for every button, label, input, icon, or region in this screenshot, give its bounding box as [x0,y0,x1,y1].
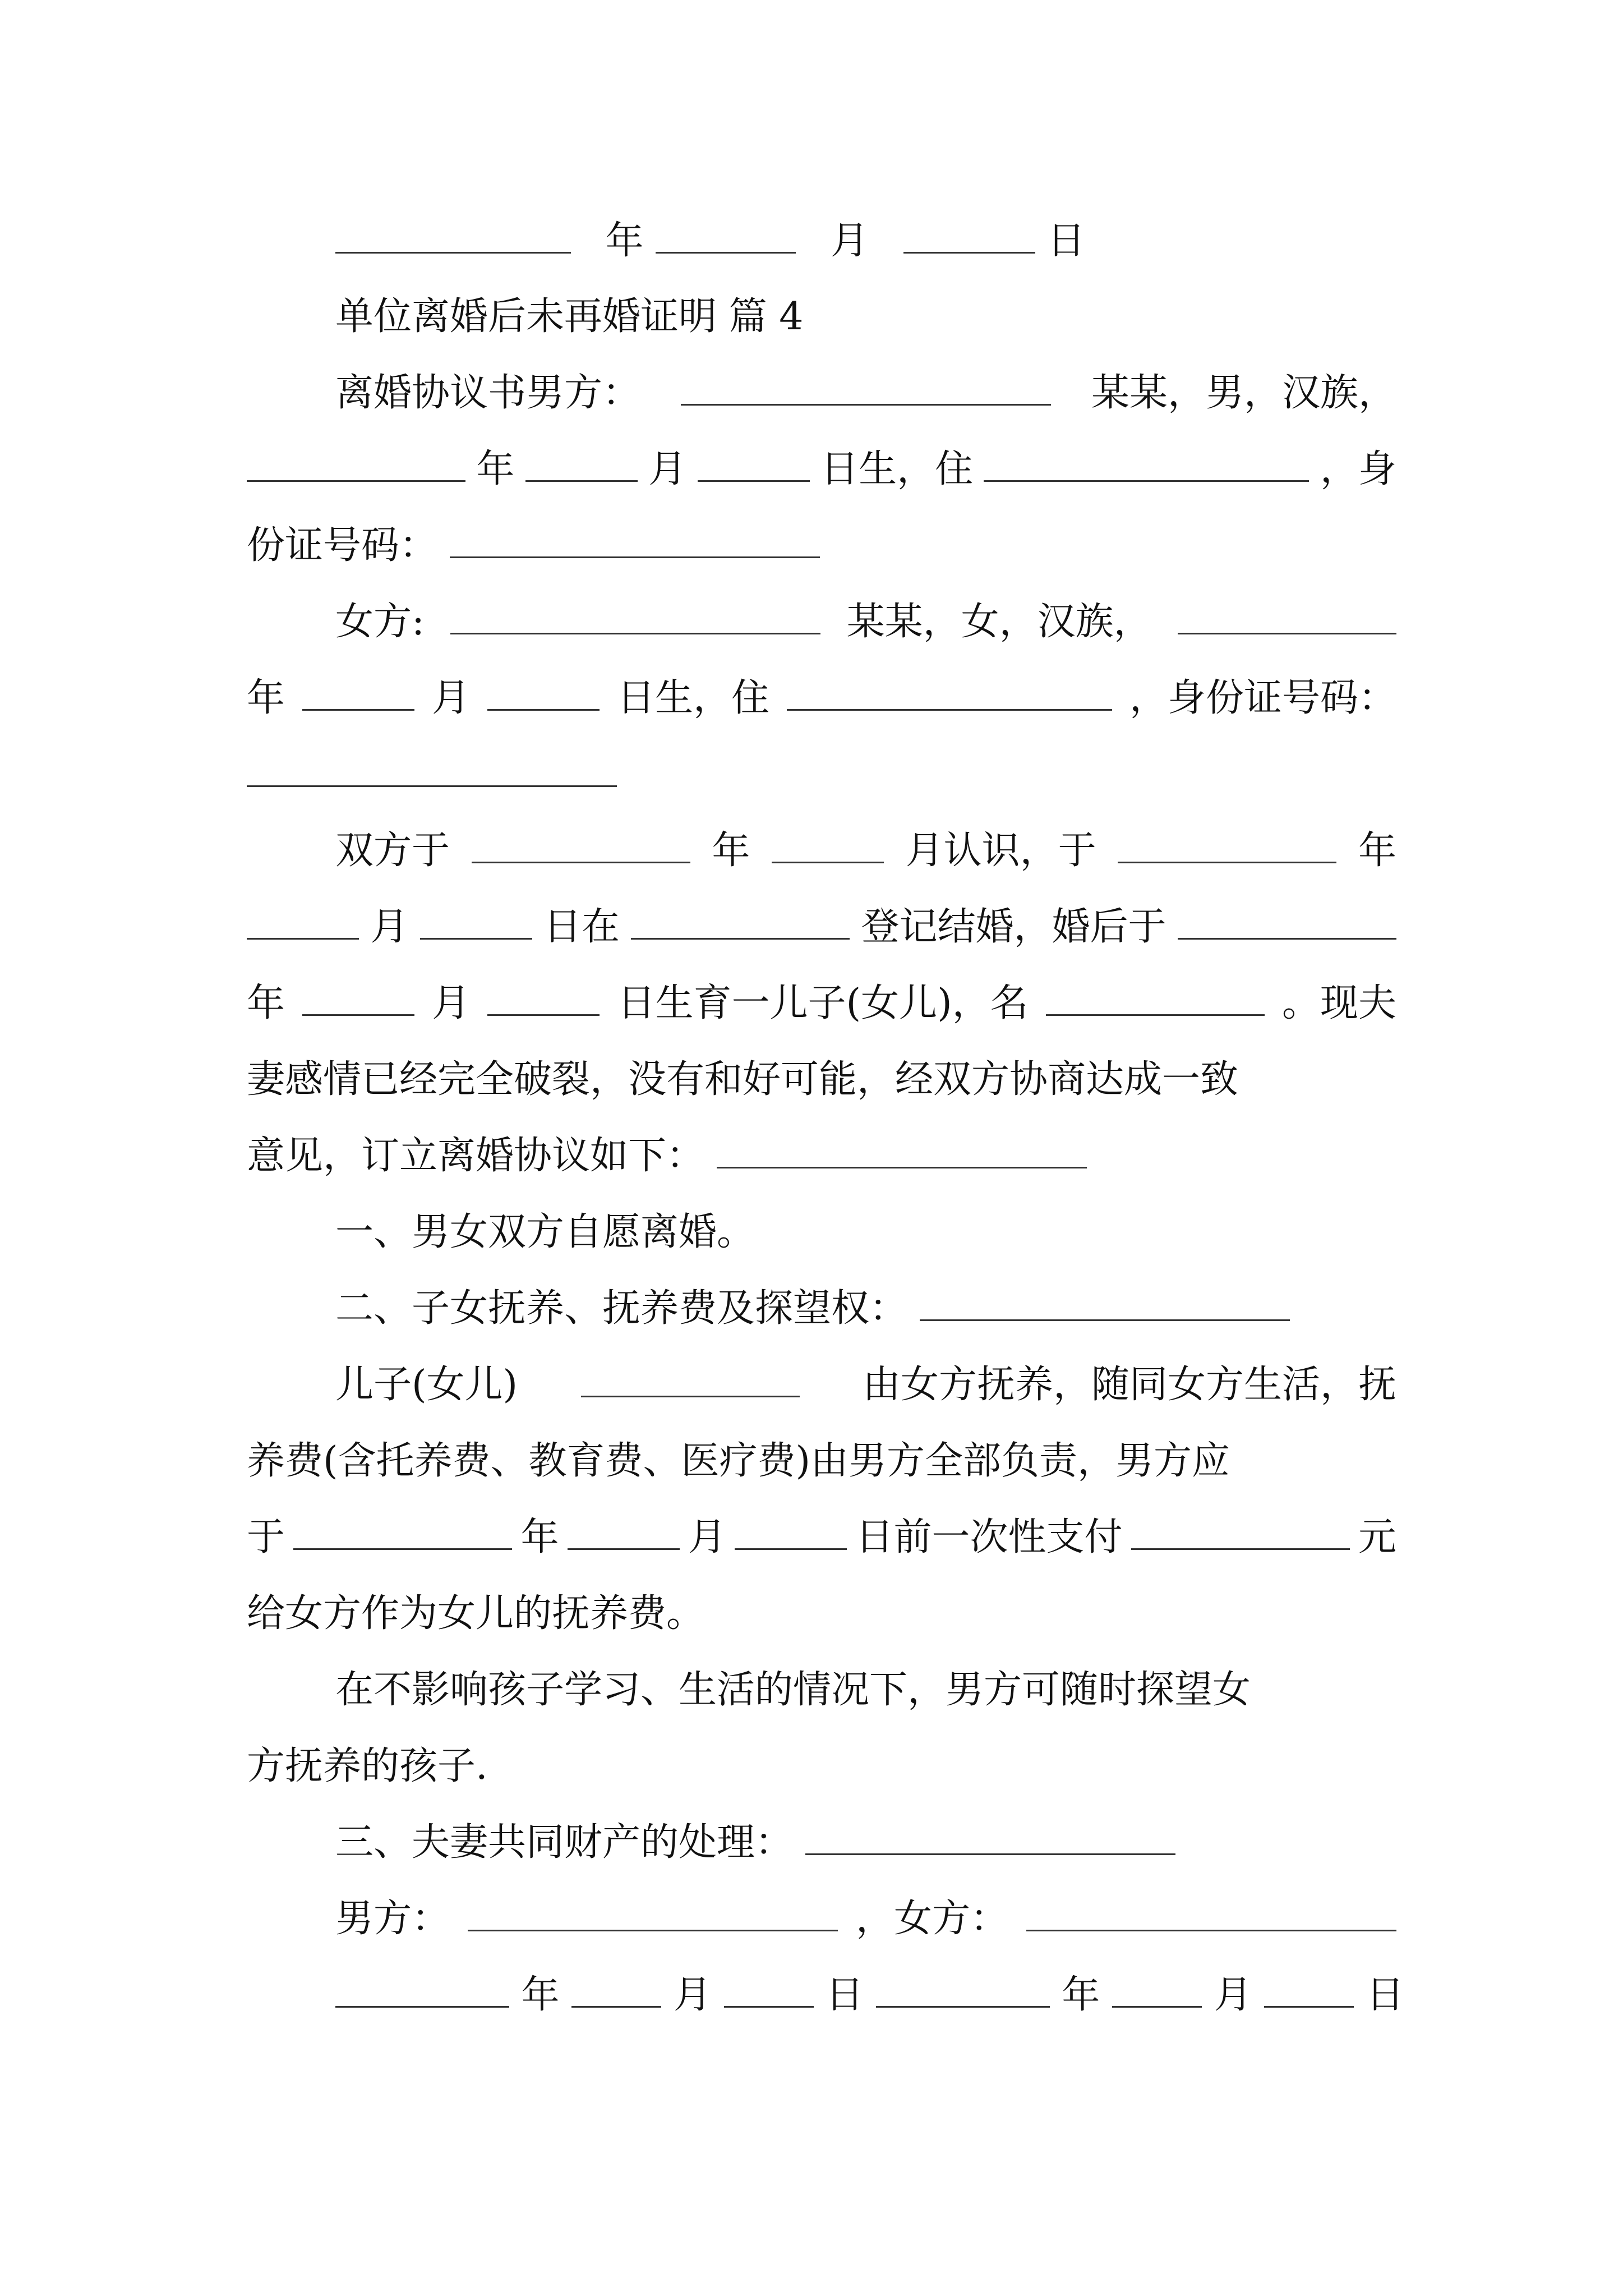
blank-field [1026,1897,1396,1931]
blank-field [903,219,1035,254]
paragraph-line [247,1131,1396,1181]
blank-field [631,905,850,940]
paragraph-line [247,902,1396,953]
text-segment: 年 [520,1515,559,1559]
blank-field [450,524,820,558]
text-segment: 月 [431,676,470,720]
blank-field [247,448,465,482]
text-segment: 双方于 [335,829,450,873]
blank-field [984,448,1309,482]
blank-field [450,600,820,634]
paragraph-line [247,444,1396,495]
text-segment: ，身份证号码： [1129,676,1396,720]
paragraph-line [335,1360,1396,1410]
text-segment: 于 [247,1515,285,1559]
date-line-bottom [335,1970,1404,2021]
paragraph-line [335,1894,1396,1944]
text-segment: 某某，女，汉族， [846,600,1152,644]
text-segment: 月认识，于 [905,829,1096,873]
blank-field [717,1134,1087,1168]
blank-field [805,1821,1175,1855]
blank-field [472,829,690,863]
blank-field [724,1973,814,2008]
blank-field [698,448,810,482]
text-segment: ，女方： [855,1897,1008,1941]
text-segment: 份证号码： [247,523,438,568]
blank-field [876,1973,1050,2008]
text-segment: 月 [688,1515,726,1559]
text-segment: 月 [648,447,687,491]
section-title: 单位离婚后未再婚证明 篇 4 [335,295,804,339]
blank-field [772,829,884,863]
blank-field [920,1287,1290,1321]
text-segment: 年 [1062,1973,1100,2017]
blank-field [420,905,532,940]
text-segment: 三、夫妻共同财产的处理： [335,1820,794,1865]
clause-1: 一、男女双方自愿离婚。 [335,1210,755,1254]
blank-field [1118,829,1336,863]
blank-field [468,1897,838,1931]
text-segment: 由女方抚养，随同女方生活，抚 [862,1363,1396,1407]
paragraph-line: 方抚养的孩子. [247,1744,488,1788]
text-segment: 年 [247,981,285,1025]
paragraph-line [335,597,1396,647]
blank-field [1178,600,1396,634]
paragraph-line [247,1512,1396,1563]
text-segment: 日在 [543,905,620,949]
blank-line [247,749,1396,800]
text-segment: ，身 [1320,447,1396,491]
blank-field [1264,1973,1354,2008]
text-segment: 日生育一儿子(女儿)，名 [617,981,1029,1025]
text-segment: 月 [432,981,471,1025]
blank-field [1112,1973,1202,2008]
blank-field [302,982,414,1016]
text-segment: 月 [1214,1973,1252,2017]
paragraph-line [335,826,1396,876]
text-segment: 年 [1358,829,1396,873]
blank-field [581,1363,800,1397]
blank-field [335,1973,509,2008]
blank-field [487,677,600,711]
text-segment: 登记结婚，婚后于 [861,905,1166,949]
paragraph-line [247,521,1396,571]
text-segment: 年 [476,447,515,491]
blank-field [247,753,617,787]
text-segment: 日前一次性支付 [855,1515,1123,1559]
blank-field [1178,905,1396,940]
paragraph-line: 妻感情已经完全破裂，没有和好可能，经双方协商达成一致 [247,1057,1239,1102]
blank-field [335,219,571,254]
blank-field [487,982,600,1016]
paragraph-line [247,673,1396,724]
blank-field [293,1516,512,1550]
text-segment: 日 [1366,1973,1404,2017]
text-segment: 元 [1358,1515,1396,1559]
text-segment: 二、子女抚养、抚养费及探望权： [335,1286,908,1331]
clause-2-heading [335,1283,1396,1334]
clause-3-heading [335,1818,1396,1868]
text-segment: 意见，订立离婚协议如下： [247,1134,705,1178]
paragraph-line [247,978,1396,1029]
paragraph-line [335,368,1396,418]
blank-field [681,371,1051,406]
text-segment: 儿子(女儿) [335,1363,518,1407]
text-segment: 女方: [335,600,425,644]
text-segment: 。现夫 [1281,981,1396,1025]
month-label: 月 [830,219,869,263]
blank-field [735,1516,847,1550]
date-line-top [335,216,1396,266]
blank-field [247,905,359,940]
text-segment: 男方： [335,1897,450,1941]
paragraph-line: 养费(含托养费、教育费、医疗费)由男方全部负责，男方应 [247,1439,1230,1483]
blank-field [1131,1516,1350,1550]
blank-field [787,677,1112,711]
blank-field [568,1516,680,1550]
blank-field [302,677,414,711]
text-segment: 日生，住 [616,676,769,720]
year-label: 年 [605,219,644,263]
day-label: 日 [1047,219,1086,263]
paragraph-line: 在不影响孩子学习、生活的情况下，男方可随时探望女 [335,1668,1251,1712]
blank-field [656,219,796,254]
text-segment: 年 [712,829,750,873]
text-segment: 离婚协议书男方： [335,371,641,415]
blank-field [571,1973,661,2008]
text-segment: 日生，住 [820,447,974,491]
text-segment: 日 [826,1973,864,2017]
text-segment: 月 [370,905,409,949]
text-segment: 月 [673,1973,712,2017]
blank-field [1046,982,1265,1016]
text-segment: 年 [247,676,285,720]
text-segment: 某某，男，汉族， [1091,371,1396,415]
text-segment: 年 [521,1973,560,2017]
paragraph-line: 给女方作为女儿的抚养费。 [247,1591,705,1636]
blank-field [525,448,638,482]
